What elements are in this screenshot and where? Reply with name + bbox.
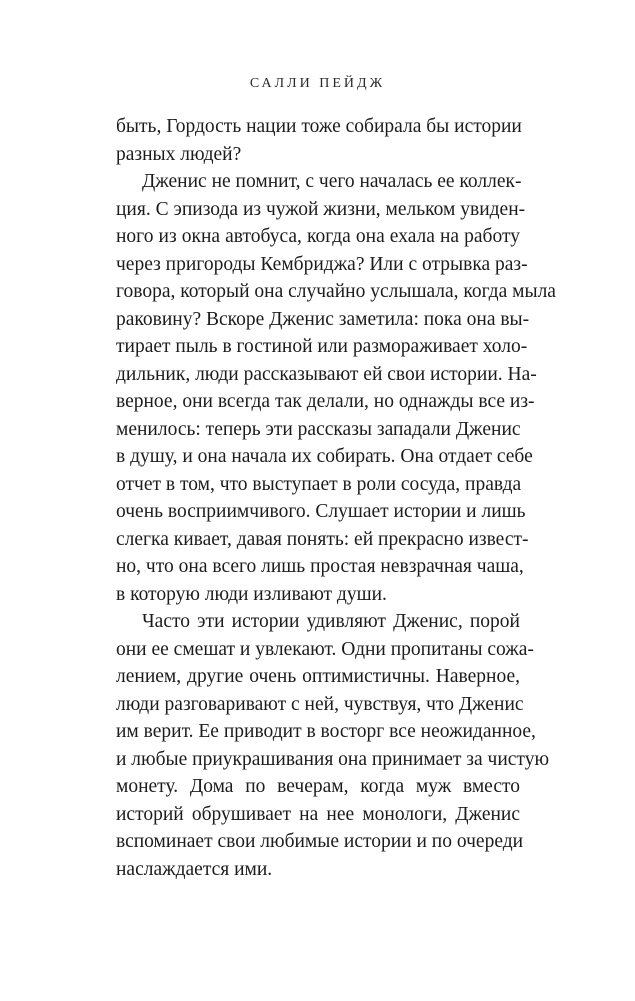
text-line: люди разговаривают с ней, чувствуя, что Дженис bbox=[116, 693, 524, 715]
text-line: разных людей? bbox=[116, 143, 242, 165]
text-line: лением, другие очень оптимистичны. Наверное, bbox=[116, 666, 520, 687]
text-line: через пригороды Кембриджа? Или с отрывка раз- bbox=[116, 253, 528, 275]
text-line: вспоминает свои любимые истории и по очереди bbox=[116, 831, 524, 852]
text-line: раковину? Вскоре Дженис заметила: пока она вы- bbox=[116, 308, 530, 330]
text-line: очень восприимчивого. Слушает истории и лишь bbox=[116, 501, 526, 522]
text-line: Часто эти истории удивляют Дженис, порой bbox=[142, 611, 520, 632]
text-line: говора, который она случайно услышала, когда мыла bbox=[116, 281, 556, 302]
text-line: они ее смешат и увлекают. Одни пропитаны сожа- bbox=[116, 638, 534, 660]
text-line: и любые приукрашивания она принимает за чистую bbox=[116, 748, 550, 770]
text-line: отчет в том, что выступает в роли сосуда, правда bbox=[116, 473, 522, 495]
text-line: в которую люди изливают души. bbox=[116, 583, 387, 605]
text-line: Дженис не помнит, с чего началась ее коллек- bbox=[142, 171, 522, 192]
text-line: менилось: теперь эти рассказы западали Дженис bbox=[116, 418, 521, 440]
text-line: наслаждается ими. bbox=[116, 858, 273, 880]
text-line: им верит. Ее приводит в восторг все неожиданное, bbox=[116, 721, 536, 742]
text-line: слегка кивает, давая понять: ей прекрасно извест- bbox=[116, 528, 529, 550]
text-line: верное, они всегда так делали, но однажды все из- bbox=[116, 391, 535, 412]
text-line: дильник, люди рассказывают ей свои истории. На- bbox=[116, 363, 537, 385]
text-line: но, что она всего лишь простая невзрачная чаша, bbox=[116, 556, 524, 577]
text-line: быть, Гордость нации тоже собирала бы истории bbox=[116, 116, 522, 137]
text-line: ного из окна автобуса, когда она ехала на работу bbox=[116, 226, 520, 247]
text-line: монету. Дома по вечерам, когда муж вместо bbox=[116, 776, 520, 797]
text-line: тирает пыль в гостиной или размораживает холо- bbox=[116, 336, 528, 357]
paragraph bbox=[116, 113, 520, 168]
body-text bbox=[116, 113, 556, 883]
text-line: в душу, и она начала их собирать. Она отдает себе bbox=[116, 446, 533, 467]
text-line: историй обрушивает на нее монологи, Дженис bbox=[116, 803, 520, 825]
text-line: ция. С эпизода из чужой жизни, мельком увиден- bbox=[116, 198, 526, 220]
paragraph bbox=[116, 168, 556, 608]
paragraph bbox=[116, 608, 550, 883]
running-header: САЛЛИ ПЕЙДЖ bbox=[249, 76, 386, 91]
